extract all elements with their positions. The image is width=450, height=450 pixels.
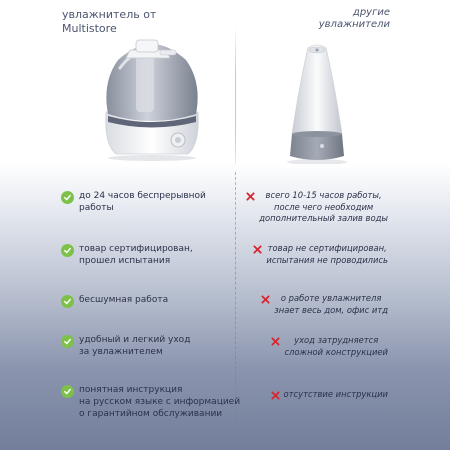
advantage-line: удобный и легкий уход (79, 335, 191, 345)
advantage-line: о гарантийном обслуживании (79, 409, 223, 419)
advantage-item (61, 243, 193, 267)
advantage-line: на русском языке с информацией (79, 397, 241, 407)
check-icon (61, 295, 74, 308)
competitor-heading-line2: увлажнители (318, 19, 390, 30)
cross-icon (271, 337, 280, 346)
check-icon (61, 244, 74, 257)
drawback-line: отсутствие инструкции (283, 389, 388, 399)
advantage-line: за увлажнителем (79, 347, 163, 357)
drawback-line: всего 10-15 часов работы, (265, 190, 382, 200)
drawback-line: дополнительный залив воды (259, 213, 388, 223)
drawback-line: уход затрудняется (294, 335, 379, 345)
advantage-line: прошел испытания (79, 256, 171, 266)
advantage-line: товар сертифицирован, (79, 244, 193, 254)
drawback-line: товар не сертифицирован, (267, 243, 387, 253)
drawback-item (271, 335, 388, 358)
advantage-item (61, 384, 240, 420)
other-humidifier-image (282, 42, 352, 166)
multistore-humidifier-image (96, 36, 208, 162)
competitor-heading (280, 7, 390, 31)
brand-heading-line2: Multistore (62, 22, 117, 35)
drawback-item (261, 293, 388, 316)
header-divider (235, 26, 236, 181)
drawback-line: испытания не проводились (266, 254, 388, 265)
drawback-line: о работе увлажнителя (280, 293, 382, 303)
drawback-line: после чего необходим (274, 201, 374, 212)
advantage-line: до 24 часов беспрерывной (79, 191, 206, 201)
check-icon (61, 191, 74, 204)
check-icon (61, 385, 74, 398)
cross-icon (246, 192, 255, 201)
drawback-line: сложной конструкцией (284, 346, 388, 357)
advantage-item (61, 190, 206, 214)
drawback-item (246, 190, 388, 225)
drawback-line: знает весь дом, офис итд (274, 304, 388, 315)
brand-heading-line1: увлажнитель от (62, 8, 157, 21)
check-icon (61, 335, 74, 348)
cross-icon (271, 391, 280, 400)
drawback-item (271, 389, 388, 401)
advantage-item (61, 334, 190, 358)
advantage-line: работы (79, 203, 114, 213)
brand-heading (62, 8, 156, 36)
cross-icon (261, 295, 270, 304)
competitor-heading-line1: другие (352, 7, 390, 18)
advantage-line: понятная инструкция (79, 385, 183, 395)
advantage-item (61, 294, 168, 308)
advantage-line: бесшумная работа (79, 295, 169, 305)
cross-icon (253, 245, 262, 254)
drawback-item (253, 243, 388, 266)
